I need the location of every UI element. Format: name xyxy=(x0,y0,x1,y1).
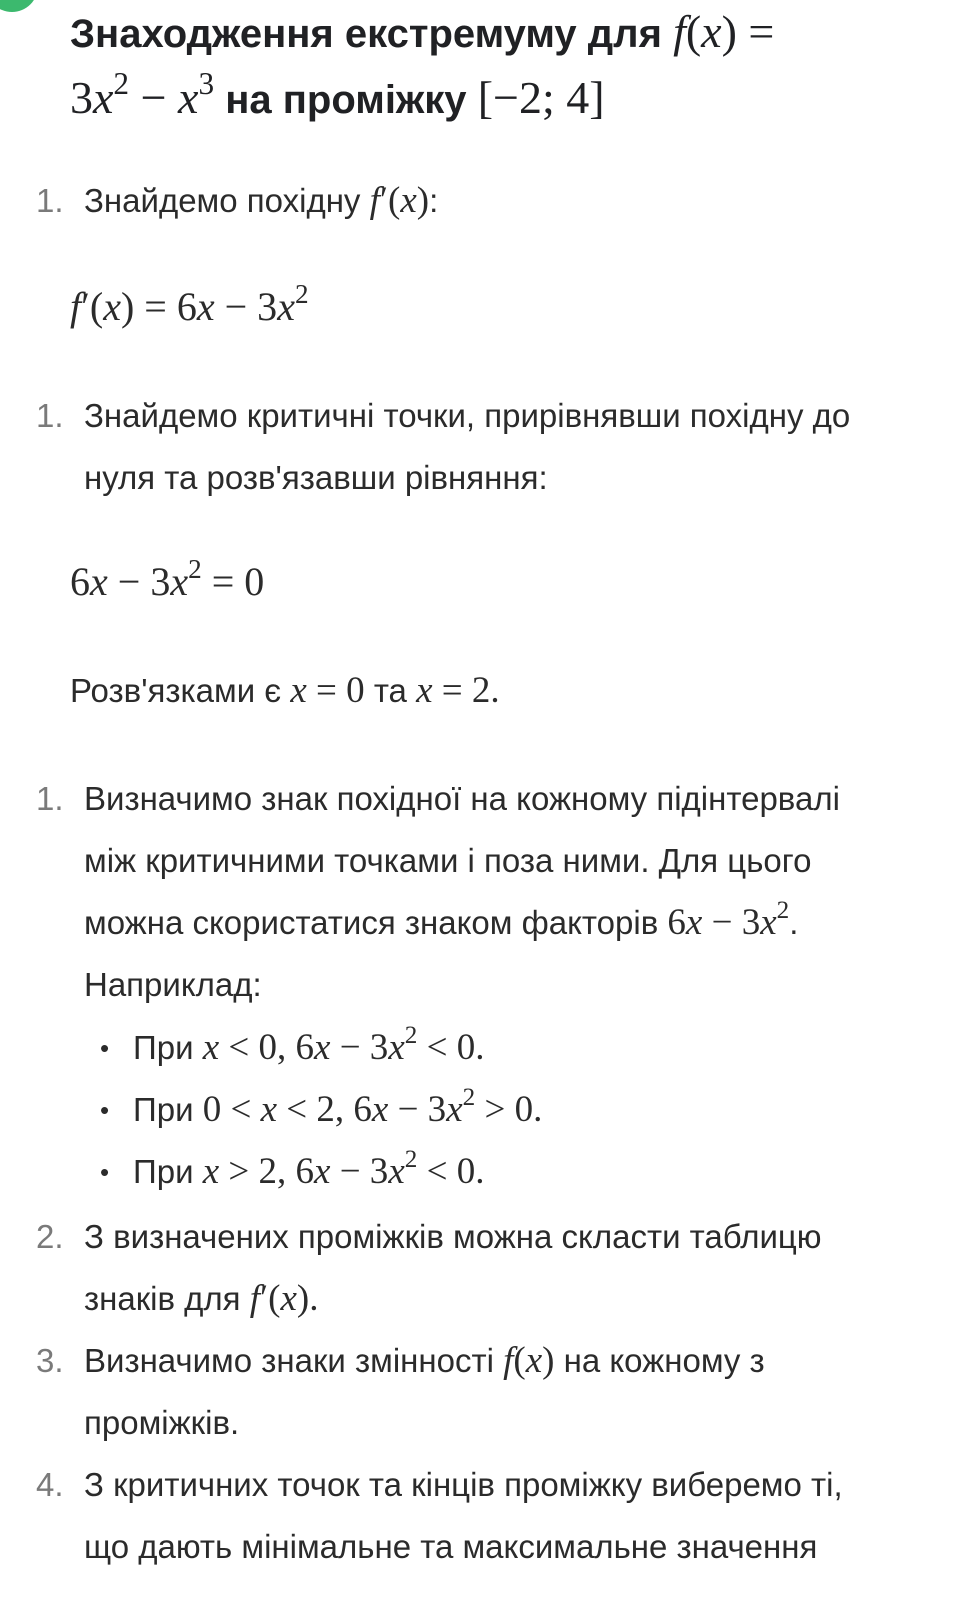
bullet-icon: • xyxy=(100,1033,110,1063)
step-text: З критичних точок та кінців проміжку виберемо ті, що дають мінімальне та максимальне значення xyxy=(84,1466,843,1565)
bullet-icon: • xyxy=(100,1157,110,1187)
title-text-prefix: Знаходження екстремуму для xyxy=(70,12,662,56)
step-number: 1. xyxy=(36,780,64,817)
step-text: Знайдемо похідну f′(x): xyxy=(84,180,439,221)
step-text: Визначимо знак похідної на кожному підінтервалі між критичними точками і поза ними. Для цього можна скористатися знаком факторів $6x - 3x^2$. Наприклад: xyxy=(84,780,840,1003)
page-title xyxy=(70,0,940,132)
critical-equation: $6x - 3x^2 = 0$ xyxy=(70,553,265,604)
step-number: 1. xyxy=(36,397,64,434)
derivative-formula: $f'(x) = 6x - 3x^2$ xyxy=(70,278,309,329)
step-number: 2. xyxy=(36,1218,64,1255)
title-polynomial: $3x^2 - x^3$ xyxy=(70,65,215,123)
bullet-text: При x < 0, $6x - 3x^2 < 0$. xyxy=(133,1022,485,1068)
title-function-formula: f(x) = xyxy=(673,6,775,57)
step-number: 4. xyxy=(36,1466,64,1503)
step-text: З визначених проміжків можна скласти таблицю знаків для f′(x). xyxy=(84,1218,822,1319)
title-line-2 xyxy=(70,66,940,132)
bullet-text: При x > 2, $6x - 3x^2 < 0$. xyxy=(133,1146,485,1192)
bullet-icon: • xyxy=(100,1095,110,1125)
bullet-text: При 0 < x < 2, $6x - 3x^2 > 0$. xyxy=(133,1084,543,1130)
step-text: Знайдемо критичні точки, прирівнявши похідну до нуля та розв'язавши рівняння: xyxy=(84,397,851,496)
solutions-text: Розв'язками є x = 0 та x = 2. xyxy=(70,670,500,711)
title-interval: [−2; 4] xyxy=(477,72,605,123)
step-text: Визначимо знаки змінності f(x) на кожному з проміжків. xyxy=(84,1340,765,1441)
step-number: 1. xyxy=(36,182,64,219)
title-text-middle: на проміжку xyxy=(225,78,467,122)
corner-badge-icon xyxy=(0,0,38,12)
step-number: 3. xyxy=(36,1342,64,1379)
